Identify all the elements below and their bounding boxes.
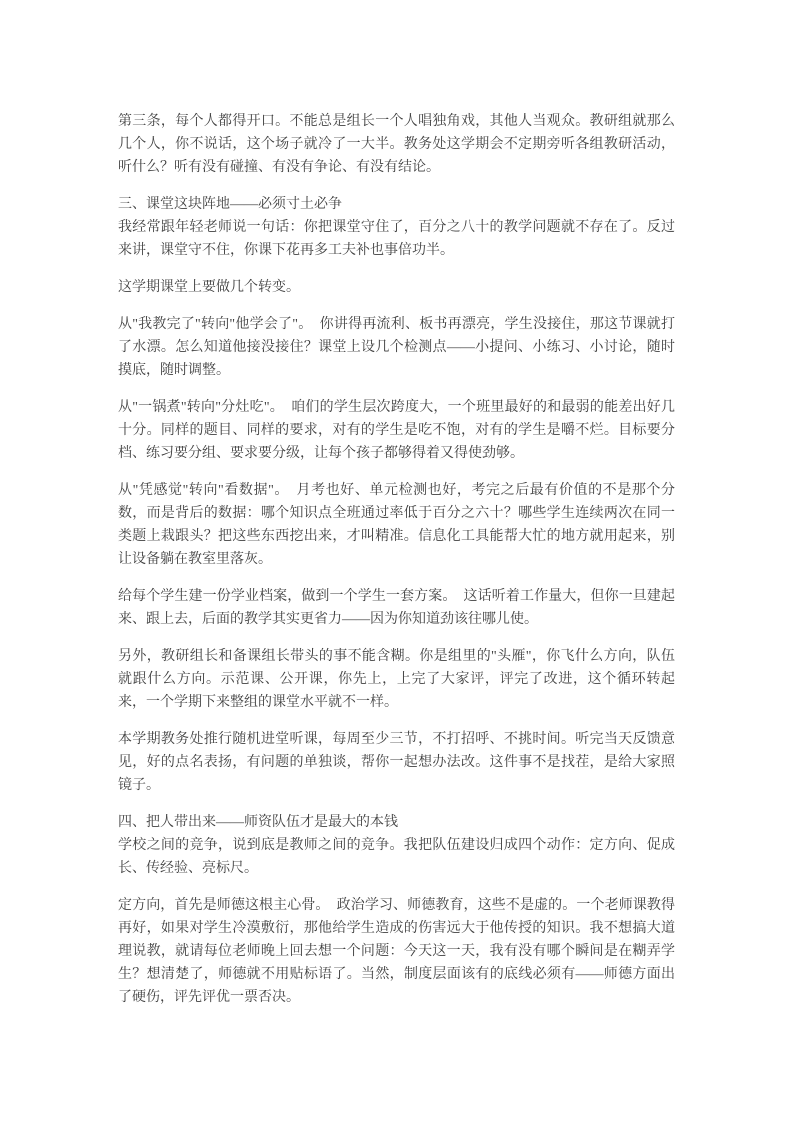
section-heading-4: 四、把人带出来——师资队伍才是最大的本钱 [118, 815, 398, 830]
paragraph [118, 396, 675, 465]
paragraph [118, 110, 675, 179]
section-heading-3: 三、课堂这块阵地——必须寸土必争 [118, 197, 342, 212]
paragraph-text: 本学期教务处推行随机进堂听课，每周至少三节，不打招呼、不挑时间。听完当天反馈意见，好的点名表扬，有问题的单独谈，帮你一起想办法改。这件事不是找茬，是给大家照镜子。 [118, 732, 675, 793]
paragraph [118, 894, 675, 1009]
paragraph-text: 给每个学生建一份学业档案，做到一个学生一套方案。 这话听着工作量大，但你一旦建起来、跟上去，后面的教学其实更省力——因为你知道劲该往哪儿使。 [118, 589, 675, 627]
paragraph-text: 这学期课堂上要做几个转变。 [118, 280, 300, 295]
paragraph-text: 从"一锅煮"转向"分灶吃"。 咱们的学生层次跨度大，一个班里最好的和最弱的能差出好几十分。同样的题目、同样的要求，对有的学生是吃不饱，对有的学生是嚼不烂。目标要分档、练习要分组、要求要分级，让每个孩子都够得着又得使劲够。 [118, 400, 675, 461]
paragraph-text: 另外，教研组长和备课组长带头的事不能含糊。你是组里的"头雁"，你飞什么方向，队伍就跟什么方向。示范课、公开课，你先上，上完了大家评，评完了改进，这个循环转起来，一个学期下来整组的课堂水平就不一样。 [118, 649, 675, 710]
paragraph [118, 479, 675, 571]
paragraph-text: 从"我教完了"转向"他学会了"。 你讲得再流利、板书再漂亮，学生没接住，那这节课就打了水漂。怎么知道他接没接住？课堂上设几个检测点——小提问、小练习、小讨论，随时摸底，随时调整。 [118, 317, 675, 378]
paragraph [118, 585, 675, 631]
paragraph [118, 276, 675, 299]
paragraph-text: 学校之间的竞争，说到底是教师之间的竞争。我把队伍建设归成四个动作：定方向、促成长、传经验、亮标尺。 [118, 838, 675, 876]
paragraph-text: 从"凭感觉"转向"看数据"。 月考也好、单元检测也好，考完之后最有价值的不是那个分数，而是背后的数据：哪个知识点全班通过率低于百分之六十？哪些学生连续两次在同一类题上栽跟头？把这些东西挖出来，才叫精准。信息化工具能帮大忙的地方就用起来，别让设备躺在教室里落灰。 [118, 483, 675, 567]
paragraph-text: 定方向，首先是师德这根主心骨。 政治学习、师德教育，这些不是虚的。一个老师课教得再好，如果对学生冷漠敷衍，那他给学生造成的伤害远大于他传授的知识。我不想搞大道理说教，就请每位老师晚上回去想一个问题：今天这一天，我有没有哪个瞬间是在糊弄学生？想清楚了，师德就不用贴标语了。当然，制度层面该有的底线必须有——师德方面出了硬伤，评先评优一票否决。 [118, 898, 675, 1005]
paragraph [118, 313, 675, 382]
paragraph [118, 728, 675, 797]
section-4 [118, 811, 675, 880]
section-3 [118, 193, 675, 262]
paragraph-text: 我经常跟年轻老师说一句话：你把课堂守住了，百分之八十的教学问题就不存在了。反过来讲，课堂守不住，你课下花再多工夫补也事倍功半。 [118, 220, 675, 258]
paragraph [118, 645, 675, 714]
paragraph-text: 第三条，每个人都得开口。不能总是组长一个人唱独角戏，其他人当观众。教研组就那么几个人，你不说话，这个场子就冷了一大半。教务处这学期会不定期旁听各组教研活动，听什么？听有没有碰撞、有没有争论、有没有结论。 [118, 114, 675, 175]
